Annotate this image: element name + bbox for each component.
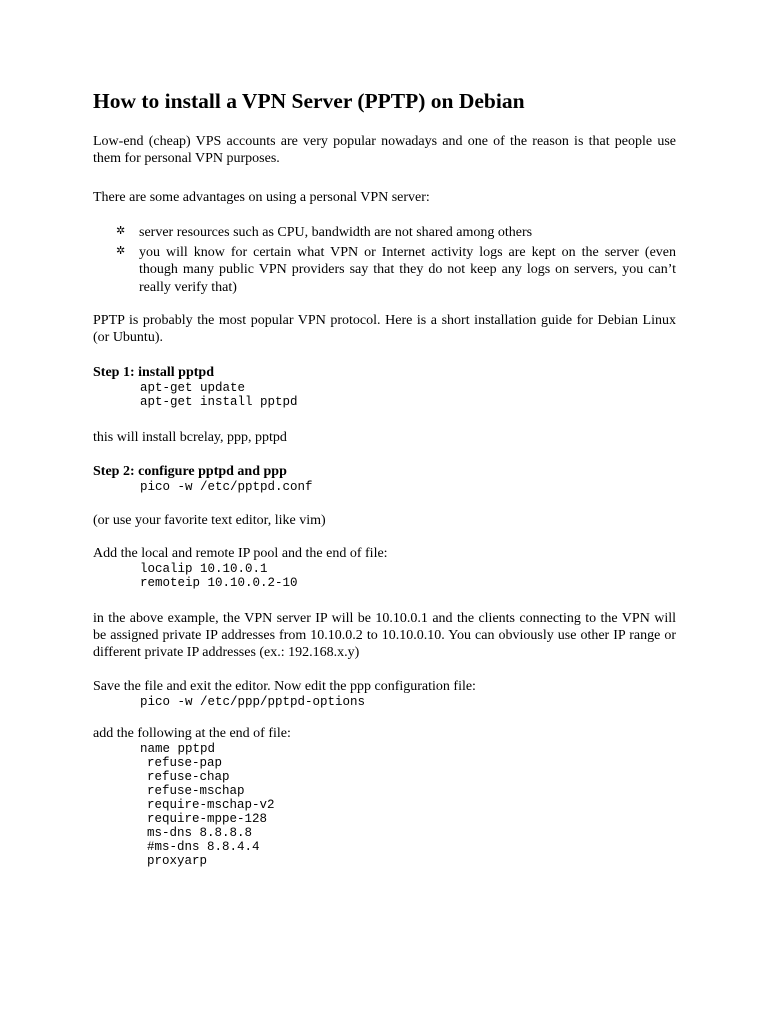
intro-paragraph: Low-end (cheap) VPS accounts are very popular nowadays and one of the reason is that people use them for personal VPN purposes. [93, 134, 676, 166]
code-line: proxyarp [147, 854, 208, 868]
code-line: pico -w /etc/pptpd.conf [140, 480, 313, 494]
advantages-list [93, 224, 676, 296]
list-item [93, 244, 676, 297]
document-body [93, 86, 676, 868]
ip-pool-code-block [140, 562, 676, 590]
code-line: name pptpd [140, 742, 216, 756]
asterisk-bullet-icon: ✲ [116, 224, 126, 237]
list-item-text: you will know for certain what VPN or Internet activity logs are kept on the server (even though many public VPN providers say that they do not keep any logs on servers, you can’t really verify that) [139, 244, 676, 295]
code-line: pico -w /etc/ppp/pptpd-options [140, 695, 366, 709]
asterisk-bullet-icon: ✲ [116, 243, 126, 257]
advantages-lead: There are some advantages on using a personal VPN server: [93, 190, 430, 205]
save-note: Save the file and exit the editor. Now edit the ppp configuration file: [93, 679, 476, 694]
step1-heading: Step 1: install pptpd [93, 365, 214, 380]
list-item [93, 224, 676, 242]
code-line: localip 10.10.0.1 [140, 562, 268, 576]
step1-code-block [140, 381, 676, 409]
pptp-intro-paragraph: PPTP is probably the most popular VPN protocol. Here is a short installation guide for Debian Linux (or Ubuntu). [93, 313, 676, 345]
options-code-block [140, 742, 676, 868]
append-note: add the following at the end of file: [93, 726, 291, 741]
code-line: refuse-chap [147, 770, 230, 784]
code-line: apt-get install pptpd [140, 395, 298, 409]
list-item-text: server resources such as CPU, bandwidth are not shared among others [139, 225, 533, 240]
ip-pool-note: Add the local and remote IP pool and the end of file: [93, 546, 388, 561]
code-line: remoteip 10.10.0.2-10 [140, 576, 298, 590]
pptpd-options-command [140, 695, 676, 709]
code-line: require-mppe-128 [147, 812, 268, 826]
code-line: refuse-pap [147, 756, 223, 770]
code-line: require-mschap-v2 [147, 798, 275, 812]
code-line: apt-get update [140, 381, 246, 395]
editor-note: (or use your favorite text editor, like vim) [93, 513, 326, 528]
step2-heading: Step 2: configure pptpd and ppp [93, 464, 287, 479]
code-line: #ms-dns 8.8.4.4 [147, 840, 260, 854]
example-note-paragraph: in the above example, the VPN server IP will be 10.10.0.1 and the clients connecting to the VPN will be assigned private IP addresses from 10.10.0.2 to 10.10.0.10. You can obviously use other IP range or different private IP addresses (ex.: 192.168.x.y) [93, 611, 676, 660]
step1-note: this will install bcrelay, ppp, pptpd [93, 430, 287, 445]
code-line: refuse-mschap [147, 784, 245, 798]
code-line: ms-dns 8.8.8.8 [147, 826, 253, 840]
document-title: How to install a VPN Server (PPTP) on Debian [93, 89, 525, 113]
pptpd-conf-command [140, 480, 676, 494]
